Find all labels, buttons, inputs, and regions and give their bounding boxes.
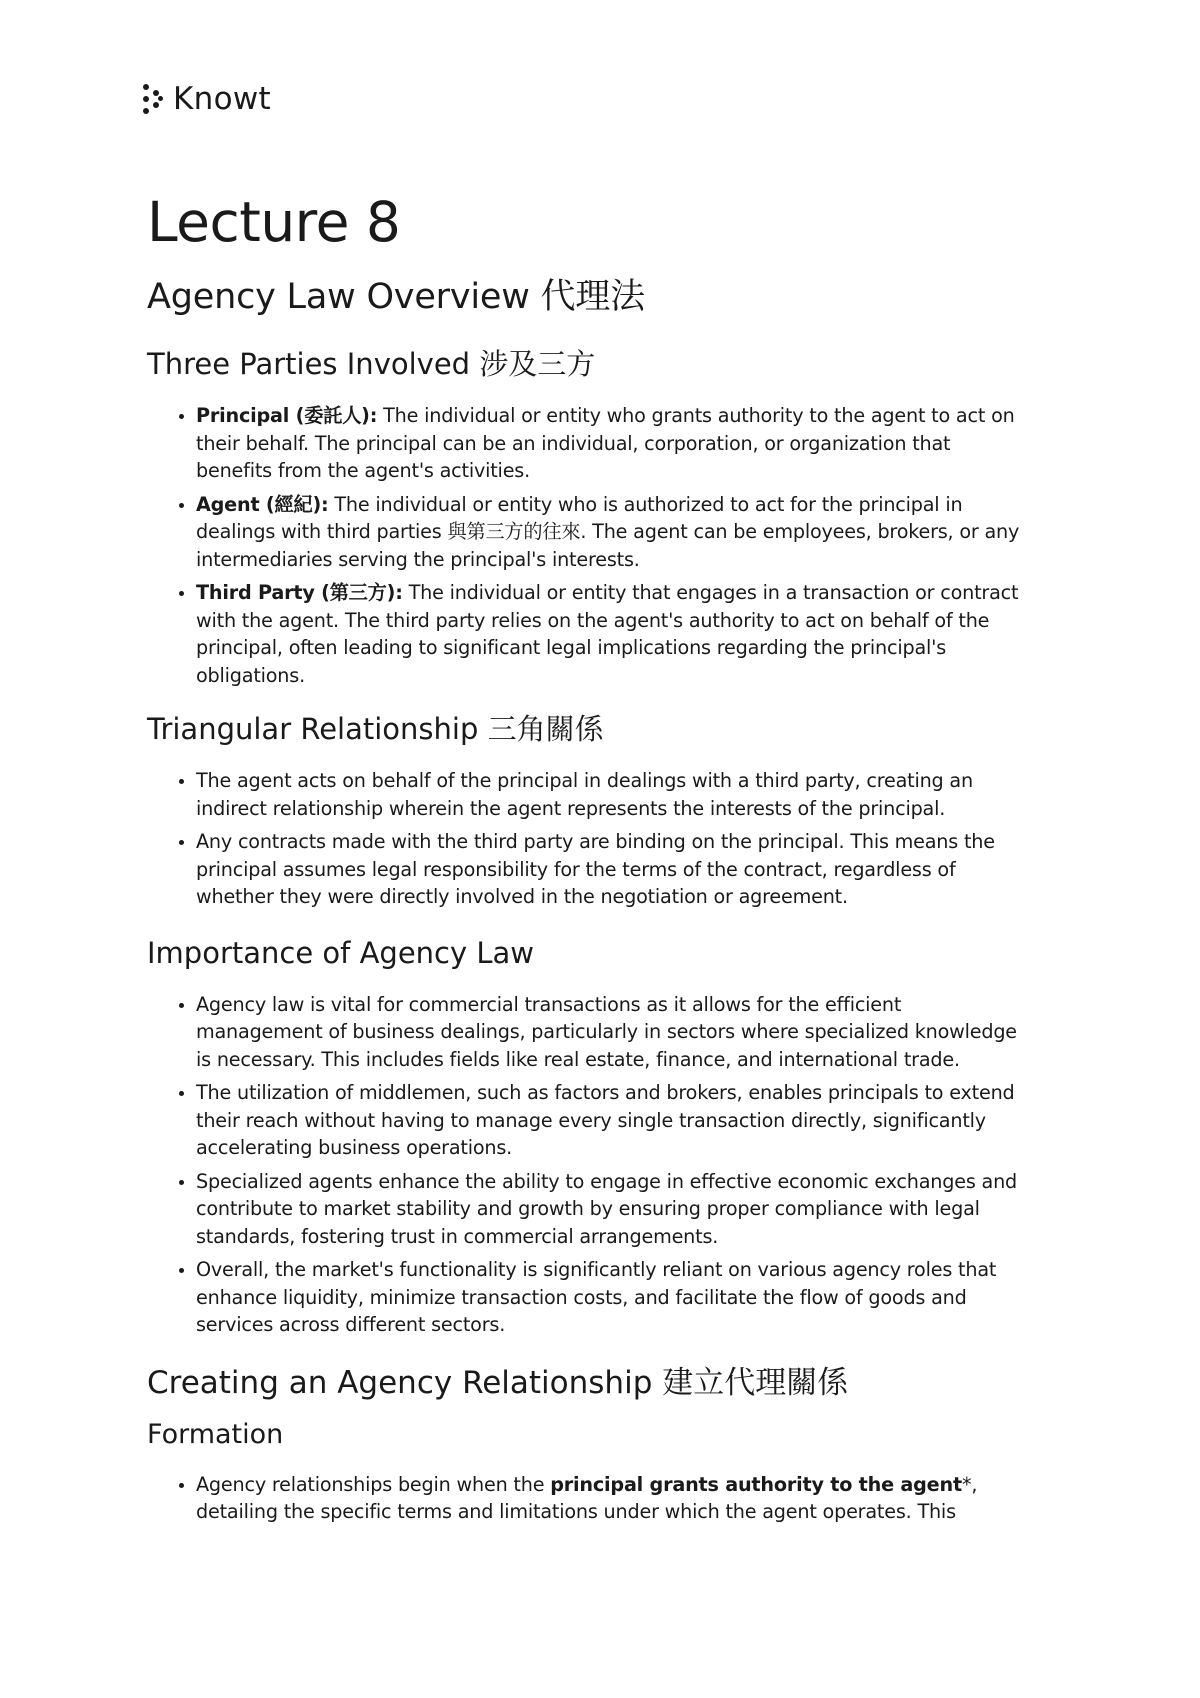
term-principal: Principal (委託人): bbox=[196, 404, 378, 427]
list-item: • The agent acts on behalf of the principal in dealings with a third party, creating an indirect relationship wherein the agent represents the interests of the principal. bbox=[196, 767, 1027, 822]
bold-phrase: principal grants authority to the agent bbox=[550, 1472, 962, 1496]
list-item: • Agency law is vital for commercial transactions as it allows for the efficient management of business dealings, particularly in sectors where specialized knowledge is necessary. This includes fields like real estate, finance, and international trade. bbox=[196, 991, 1027, 1074]
knowt-logo[interactable] bbox=[143, 78, 271, 120]
triangular-list bbox=[147, 767, 1027, 911]
definition-text: The individual or entity who is authorized to act for the principal in dealings with third parties 與第三方的往來. The agent can be employees, brokers, or any intermediaries serving the principal's interests. bbox=[196, 492, 1020, 571]
list-item bbox=[196, 579, 1027, 689]
subsection-title-formation: Formation bbox=[147, 1418, 284, 1450]
list-item: • Overall, the market's functionality is significantly reliant on various agency roles that enhance liquidity, minimize transaction costs, and facilitate the flow of goods and services across different sectors. bbox=[196, 1256, 1027, 1339]
subsection-title-triangular: Triangular Relationship 三角關係 bbox=[147, 712, 604, 746]
document-content bbox=[147, 186, 1027, 1532]
subsection-title-importance: Importance of Agency Law bbox=[147, 935, 535, 970]
section-heading: Agency Law Overview 代理法 bbox=[147, 277, 645, 317]
importance-list bbox=[147, 991, 1027, 1339]
subsection-title-creating: Creating an Agency Relationship 建立代理關係 bbox=[147, 1364, 849, 1401]
formation-list bbox=[147, 1471, 1027, 1526]
brand-name: Knowt bbox=[173, 81, 271, 117]
knowt-logo-icon bbox=[143, 82, 165, 116]
page-title: Lecture 8 bbox=[147, 190, 401, 254]
text-segment: Agency relationships begin when the bbox=[196, 1472, 551, 1496]
text-segment: *, detailing the specific terms and limitations under which the agent operates. This bbox=[196, 1472, 978, 1523]
definition-text: The individual or entity who grants authority to the agent to act on their behalf. The principal can be an individual, corporation, or organization that benefits from the agent's activities. bbox=[196, 404, 1015, 482]
list-item: • The utilization of middlemen, such as factors and brokers, enables principals to extend their reach without having to manage every single transaction directly, significantly accelerating business operations. bbox=[196, 1079, 1027, 1162]
list-item bbox=[196, 491, 1027, 574]
list-item bbox=[196, 402, 1027, 485]
term-third-party: Third Party (第三方): bbox=[196, 581, 403, 604]
list-item: • Any contracts made with the third party are binding on the principal. This means the principal assumes legal responsibility for the terms of the contract, regardless of whether they were directly involved in the negotiation or agreement. bbox=[196, 828, 1027, 911]
list-item: • Specialized agents enhance the ability to engage in effective economic exchanges and contribute to market stability and growth by ensuring proper compliance with legal standards, fostering trust in commercial arrangements. bbox=[196, 1168, 1027, 1251]
term-agent: Agent (經紀): bbox=[196, 492, 329, 516]
definition-text: The individual or entity that engages in a transaction or contract with the agent. The third party relies on the agent's authority to act on behalf of the principal, often leading to significant legal implications regarding the principal's obligations. bbox=[196, 581, 1019, 687]
three-parties-list bbox=[147, 402, 1027, 689]
subsection-title-three-parties: Three Parties Involved 涉及三方 bbox=[147, 347, 596, 381]
list-item bbox=[196, 1471, 1027, 1526]
